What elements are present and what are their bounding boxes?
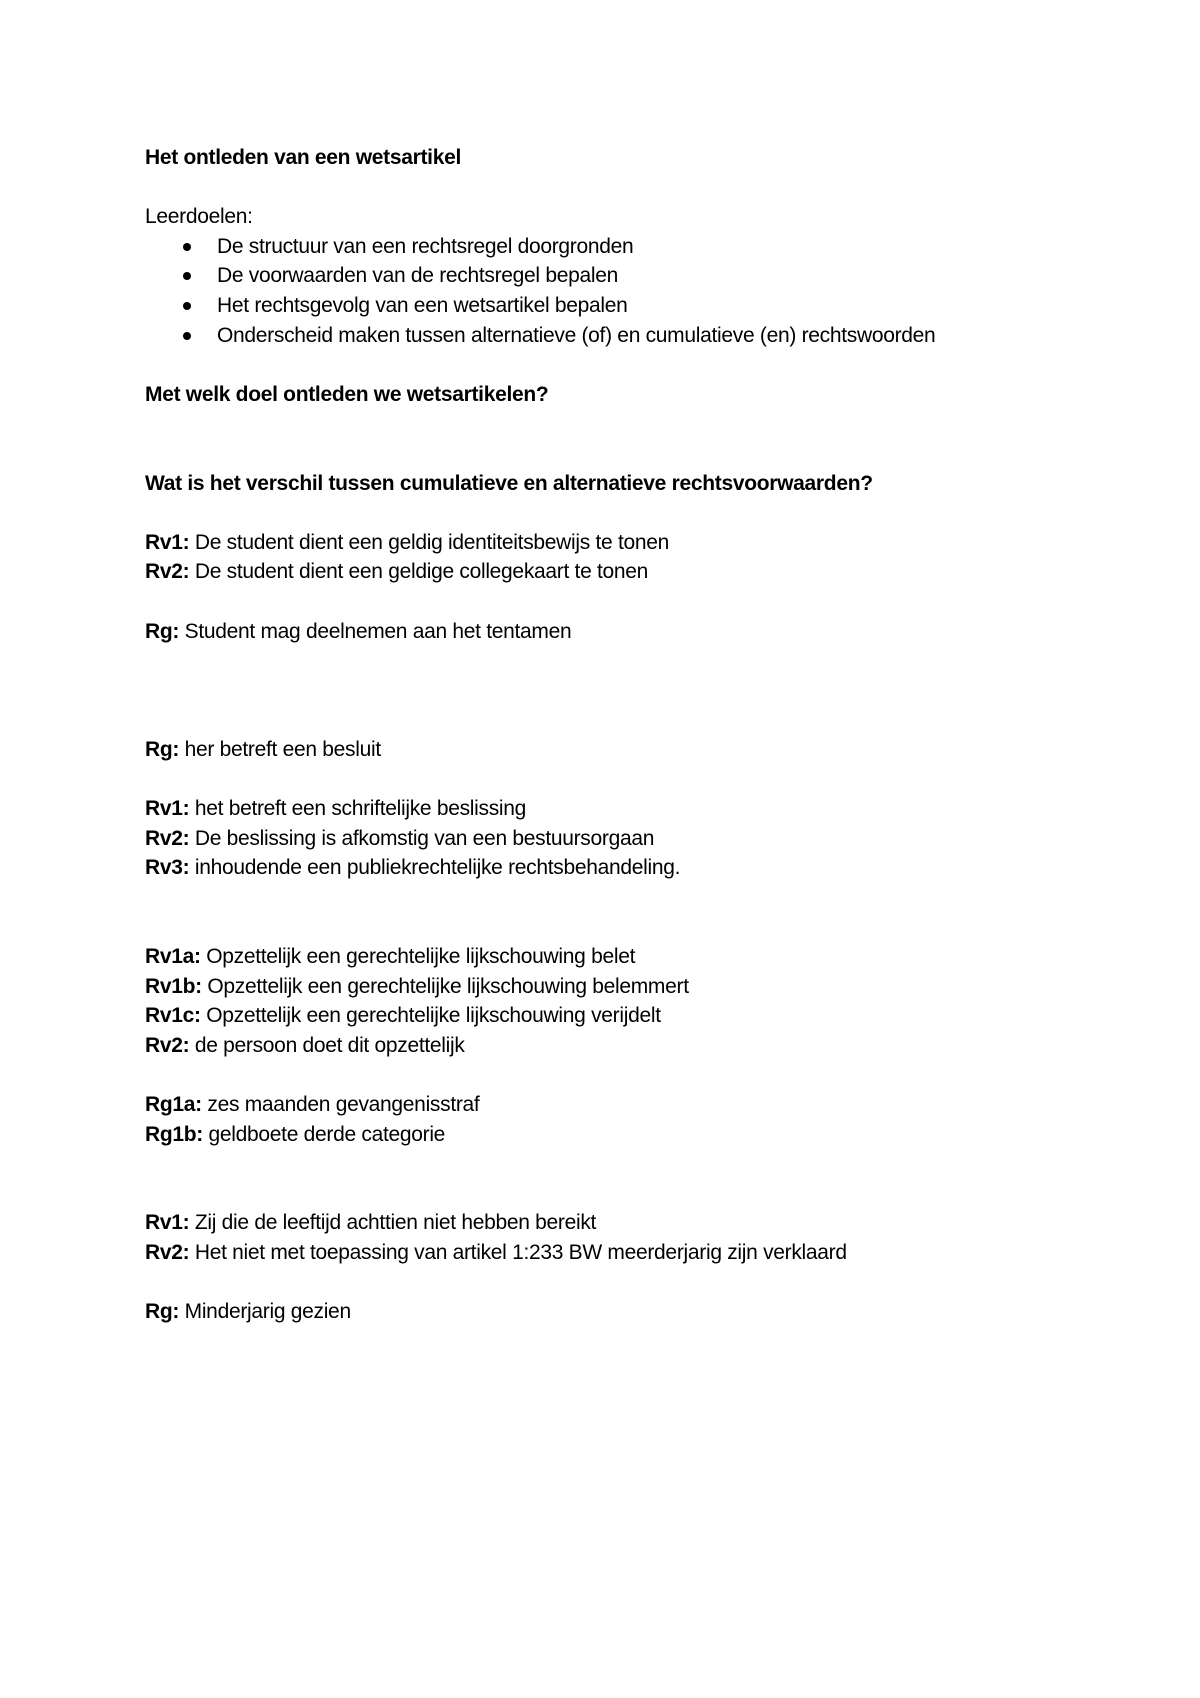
condition-text: Opzettelijk een gerechtelijke lijkschouwing verijdelt: [200, 1004, 661, 1028]
result-line: [145, 1120, 1145, 1150]
condition-label: Rv2:: [145, 1033, 190, 1057]
condition-label: Rv2:: [145, 560, 190, 584]
bullet-icon: [183, 243, 191, 251]
condition-text: de persoon doet dit opzettelijk: [189, 1033, 465, 1057]
list-item: [145, 291, 1145, 321]
result-text: geldboete derde categorie: [203, 1122, 446, 1146]
list-item: [145, 232, 1145, 262]
condition-text: Het niet met toepassing van artikel 1:233 BW meerderjarig zijn verklaard: [189, 1240, 847, 1264]
bullet-icon: [183, 302, 191, 310]
list-item: [145, 321, 1145, 351]
question-heading-purpose: Met welk doel ontleden we wetsartikelen?: [145, 382, 549, 406]
bullet-icon: [183, 332, 191, 340]
condition-label: Rv1a:: [145, 945, 201, 969]
result-label: Rg:: [145, 1300, 180, 1324]
result-label: Rg:: [145, 737, 180, 761]
result-text: zes maanden gevangenisstraf: [201, 1093, 480, 1117]
document-page: [145, 143, 1145, 1327]
result-line: [145, 1297, 1145, 1327]
condition-label: Rv1b:: [145, 974, 202, 998]
condition-line: [145, 1238, 1145, 1268]
condition-line: [145, 1001, 1145, 1031]
condition-line: [145, 972, 1145, 1002]
condition-text: inhoudende een publiekrechtelijke rechtsbehandeling.: [189, 856, 681, 880]
condition-text: Opzettelijk een gerechtelijke lijkschouwing belemmert: [201, 974, 689, 998]
condition-line: [145, 528, 1145, 558]
condition-label: Rv1:: [145, 530, 190, 554]
result-line: [145, 1090, 1145, 1120]
condition-line: [145, 557, 1145, 587]
result-line: [145, 617, 1145, 647]
condition-label: Rv2:: [145, 1240, 190, 1264]
list-item-text: Het rechtsgevolg van een wetsartikel bepalen: [217, 293, 628, 317]
condition-text: Opzettelijk een gerechtelijke lijkschouwing belet: [200, 945, 636, 969]
result-line: [145, 735, 1145, 765]
learning-goals-list: [145, 232, 1145, 350]
condition-label: Rv1:: [145, 1211, 190, 1235]
list-item-text: De structuur van een rechtsregel doorgronden: [217, 234, 634, 258]
condition-text: Zij die de leeftijd achttien niet hebben bereikt: [189, 1211, 597, 1235]
result-text: Minderjarig gezien: [179, 1300, 351, 1324]
condition-line: [145, 1031, 1145, 1061]
condition-label: Rv1c:: [145, 1004, 201, 1028]
learning-goals-heading: Leerdoelen:: [145, 205, 253, 229]
condition-text: De student dient een geldige collegekaart te tonen: [189, 560, 649, 584]
result-label: Rg1a:: [145, 1093, 202, 1117]
condition-text: De beslissing is afkomstig van een bestuursorgaan: [189, 826, 655, 850]
condition-label: Rv1:: [145, 797, 190, 821]
condition-line: [145, 1208, 1145, 1238]
condition-text: het betreft een schriftelijke beslissing: [189, 797, 527, 821]
list-item-text: De voorwaarden van de rechtsregel bepalen: [217, 264, 618, 288]
result-label: Rg1b:: [145, 1122, 203, 1146]
condition-line: [145, 942, 1145, 972]
bullet-icon: [183, 272, 191, 280]
list-item: [145, 261, 1145, 291]
condition-line: [145, 824, 1145, 854]
condition-label: Rv3:: [145, 856, 190, 880]
result-text: Student mag deelnemen aan het tentamen: [179, 619, 572, 643]
list-item-text: Onderscheid maken tussen alternatieve (of) en cumulatieve (en) rechtswoorden: [217, 323, 936, 347]
document-title: Het ontleden van een wetsartikel: [145, 146, 462, 169]
condition-label: Rv2:: [145, 826, 190, 850]
condition-line: [145, 853, 1145, 883]
condition-line: [145, 794, 1145, 824]
result-text: her betreft een besluit: [179, 737, 381, 761]
result-label: Rg:: [145, 619, 180, 643]
condition-text: De student dient een geldig identiteitsbewijs te tonen: [189, 530, 669, 554]
question-heading-difference: Wat is het verschil tussen cumulatieve en alternatieve rechtsvoorwaarden?: [145, 471, 873, 495]
